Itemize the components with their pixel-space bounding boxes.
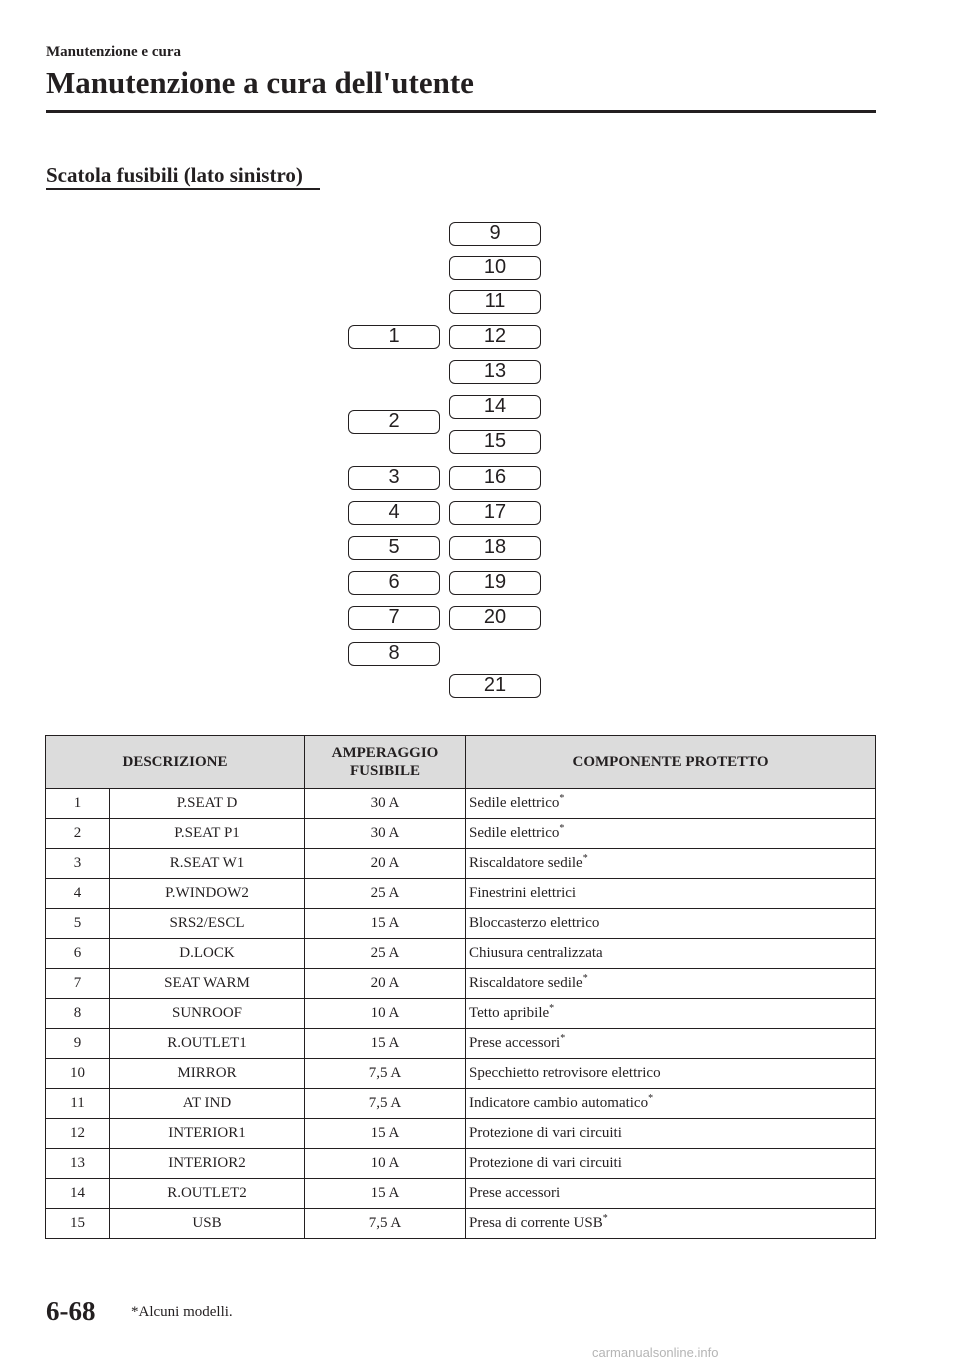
cell-description-text: R.OUTLET1: [167, 1035, 247, 1051]
table-row: [46, 1089, 876, 1119]
cell-description-text: AT IND: [182, 1095, 232, 1111]
table-row: [46, 1209, 876, 1239]
footnote-marker: *: [602, 1213, 608, 1224]
cell-component-text: Prese accessori: [469, 1035, 561, 1051]
cell-amperage: [305, 819, 466, 849]
cell-amperage-text: 20 A: [370, 975, 400, 991]
page-title: Manutenzione a cura dell'utente: [46, 65, 474, 100]
table-row: [46, 999, 876, 1029]
fuse-slot: 9: [449, 222, 541, 246]
table-row: [46, 1029, 876, 1059]
cell-component-text: Protezione di vari circuiti: [469, 1155, 622, 1171]
cell-number: [46, 999, 110, 1029]
cell-amperage: [305, 849, 466, 879]
cell-component: [466, 1179, 876, 1209]
footnote-marker: *: [582, 973, 588, 984]
cell-number-text: 14: [70, 1185, 85, 1201]
cell-number-text: 12: [70, 1125, 85, 1141]
cell-number: [46, 879, 110, 909]
fuse-table: [45, 735, 876, 1239]
subheading-underline: [46, 188, 320, 190]
fuse-slot: 18: [449, 536, 541, 560]
cell-number: [46, 1059, 110, 1089]
cell-description-text: P.SEAT D: [176, 795, 238, 811]
footnote: *Alcuni modelli.: [131, 1304, 233, 1320]
fuse-slot: 17: [449, 501, 541, 525]
cell-number: [46, 1029, 110, 1059]
cell-component-text: Sedile elettrico: [469, 825, 560, 841]
cell-description-text: USB: [192, 1215, 222, 1231]
cell-number-text: 4: [73, 885, 82, 901]
cell-description: [110, 1059, 305, 1089]
table-row: [46, 1059, 876, 1089]
cell-number-text: 2: [73, 825, 82, 841]
cell-number: [46, 1179, 110, 1209]
cell-number-text: 5: [73, 915, 82, 931]
cell-component: [466, 1149, 876, 1179]
fuse-slot: 12: [449, 325, 541, 349]
fuse-slot: 6: [348, 571, 440, 595]
footnote-marker: *: [648, 1093, 654, 1104]
cell-description: [110, 939, 305, 969]
cell-number-text: 9: [73, 1035, 82, 1051]
header-componente: COMPONENTE PROTETTO: [466, 736, 876, 789]
cell-component-text: Finestrini elettrici: [469, 885, 577, 901]
cell-amperage-text: 30 A: [370, 825, 400, 841]
table-row: [46, 849, 876, 879]
cell-component: [466, 849, 876, 879]
footnote-marker: *: [549, 1003, 555, 1014]
cell-amperage: [305, 879, 466, 909]
fuse-slot: 5: [348, 536, 440, 560]
cell-description-text: SRS2/ESCL: [169, 915, 245, 931]
cell-description-text: P.WINDOW2: [165, 885, 249, 901]
cell-description-text: INTERIOR1: [168, 1125, 246, 1141]
cell-component: [466, 1089, 876, 1119]
cell-description: [110, 819, 305, 849]
cell-number-text: 6: [73, 945, 82, 961]
cell-description-text: SUNROOF: [171, 1005, 243, 1021]
cell-number: [46, 1119, 110, 1149]
fuse-slot: 2: [348, 410, 440, 434]
cell-description: [110, 1179, 305, 1209]
cell-description: [110, 1149, 305, 1179]
cell-number: [46, 789, 110, 819]
table-header-row: [46, 736, 876, 789]
cell-component: [466, 819, 876, 849]
cell-amperage: [305, 999, 466, 1029]
cell-amperage-text: 15 A: [370, 915, 400, 931]
cell-description: [110, 849, 305, 879]
cell-amperage-text: 15 A: [370, 1125, 400, 1141]
cell-component-text: Chiusura centralizzata: [469, 945, 603, 961]
cell-component: [466, 969, 876, 999]
fuse-slot: 7: [348, 606, 440, 630]
table-row: [46, 879, 876, 909]
cell-component: [466, 879, 876, 909]
cell-component-text: Sedile elettrico: [469, 795, 560, 811]
cell-description: [110, 999, 305, 1029]
cell-amperage: [305, 1209, 466, 1239]
table-body: [46, 789, 876, 1239]
cell-amperage: [305, 939, 466, 969]
cell-description-text: SEAT WARM: [164, 975, 250, 991]
cell-number: [46, 1209, 110, 1239]
table-row: [46, 1179, 876, 1209]
cell-amperage-text: 25 A: [370, 945, 400, 961]
cell-number: [46, 909, 110, 939]
cell-amperage: [305, 1089, 466, 1119]
footnote-marker: *: [559, 793, 565, 804]
cell-amperage: [305, 909, 466, 939]
fuse-slot: 10: [449, 256, 541, 280]
fuse-slot: 21: [449, 674, 541, 698]
cell-component-text: Protezione di vari circuiti: [469, 1125, 622, 1141]
cell-component-text: Prese accessori: [469, 1185, 561, 1201]
cell-component: [466, 1119, 876, 1149]
cell-component-text: Specchietto retrovisore elettrico: [469, 1065, 661, 1081]
cell-number-text: 13: [70, 1155, 85, 1171]
cell-component: [466, 1029, 876, 1059]
header-amperaggio-line1: AMPERAGGIO: [331, 745, 439, 761]
cell-description-text: D.LOCK: [179, 945, 235, 961]
cell-number-text: 10: [70, 1065, 85, 1081]
table-row: [46, 939, 876, 969]
cell-amperage-text: 7,5 A: [368, 1095, 402, 1111]
cell-amperage: [305, 1119, 466, 1149]
fuse-slot: 14: [449, 395, 541, 419]
section-label: Manutenzione e cura: [46, 44, 181, 60]
cell-number-text: 7: [73, 975, 82, 991]
cell-description: [110, 789, 305, 819]
cell-amperage-text: 20 A: [370, 855, 400, 871]
cell-description-text: MIRROR: [177, 1065, 237, 1081]
cell-amperage-text: 30 A: [370, 795, 400, 811]
watermark: carmanualsonline.info: [592, 1345, 719, 1360]
cell-number-text: 3: [73, 855, 82, 871]
table-row: [46, 819, 876, 849]
cell-description: [110, 1119, 305, 1149]
cell-number-text: 1: [73, 795, 82, 811]
fuse-slot: 16: [449, 466, 541, 490]
fuse-slot: 8: [348, 642, 440, 666]
cell-amperage: [305, 969, 466, 999]
table-row: [46, 789, 876, 819]
cell-amperage-text: 15 A: [370, 1185, 400, 1201]
fuse-slot: 13: [449, 360, 541, 384]
fuse-slot: 11: [449, 290, 541, 314]
cell-description-text: INTERIOR2: [168, 1155, 246, 1171]
cell-number: [46, 939, 110, 969]
cell-component: [466, 1209, 876, 1239]
fuse-slot: 19: [449, 571, 541, 595]
cell-component-text: Riscaldatore sedile: [469, 975, 583, 991]
cell-description: [110, 1089, 305, 1119]
cell-component-text: Bloccasterzo elettrico: [469, 915, 600, 931]
cell-amperage: [305, 1149, 466, 1179]
cell-component-text: Indicatore cambio automatico: [469, 1095, 649, 1111]
cell-description: [110, 1209, 305, 1239]
header-amperaggio: [305, 736, 466, 789]
fuse-slot: 4: [348, 501, 440, 525]
cell-description-text: R.SEAT W1: [169, 855, 245, 871]
table-row: [46, 909, 876, 939]
cell-number-text: 15: [70, 1215, 85, 1231]
cell-amperage: [305, 1029, 466, 1059]
cell-component: [466, 909, 876, 939]
fuse-slot: 3: [348, 466, 440, 490]
cell-amperage-text: 15 A: [370, 1035, 400, 1051]
fuse-slot: 1: [348, 325, 440, 349]
cell-component-text: Riscaldatore sedile: [469, 855, 583, 871]
table-row: [46, 1149, 876, 1179]
table-row: [46, 969, 876, 999]
page-number: 6-68: [46, 1296, 96, 1326]
cell-description: [110, 879, 305, 909]
cell-component: [466, 789, 876, 819]
cell-number-text: 11: [70, 1095, 85, 1111]
cell-description-text: R.OUTLET2: [167, 1185, 247, 1201]
fuse-box-subheading: Scatola fusibili (lato sinistro): [46, 163, 303, 187]
cell-amperage-text: 25 A: [370, 885, 400, 901]
cell-amperage-text: 10 A: [370, 1005, 400, 1021]
cell-amperage: [305, 1179, 466, 1209]
heading-divider: [46, 110, 876, 113]
footnote-marker: *: [560, 1033, 566, 1044]
cell-description: [110, 909, 305, 939]
cell-number: [46, 819, 110, 849]
cell-number: [46, 849, 110, 879]
table-row: [46, 1119, 876, 1149]
cell-component: [466, 1059, 876, 1089]
cell-component-text: Tetto apribile: [469, 1005, 550, 1021]
header-descrizione: DESCRIZIONE: [46, 736, 305, 789]
cell-amperage-text: 10 A: [370, 1155, 400, 1171]
cell-component: [466, 939, 876, 969]
cell-amperage-text: 7,5 A: [368, 1215, 402, 1231]
fuse-slot: 15: [449, 430, 541, 454]
cell-description: [110, 1029, 305, 1059]
fuse-slot: 20: [449, 606, 541, 630]
cell-amperage: [305, 789, 466, 819]
footnote-marker: *: [559, 823, 565, 834]
cell-number-text: 8: [73, 1005, 82, 1021]
cell-amperage: [305, 1059, 466, 1089]
cell-description-text: P.SEAT P1: [174, 825, 240, 841]
cell-number: [46, 1089, 110, 1119]
cell-description: [110, 969, 305, 999]
cell-component-text: Presa di corrente USB: [469, 1215, 603, 1231]
header-amperaggio-line2: FUSIBILE: [349, 763, 421, 779]
cell-number: [46, 969, 110, 999]
footnote-marker: *: [582, 853, 588, 864]
cell-component: [466, 999, 876, 1029]
cell-number: [46, 1149, 110, 1179]
cell-amperage-text: 7,5 A: [368, 1065, 402, 1081]
